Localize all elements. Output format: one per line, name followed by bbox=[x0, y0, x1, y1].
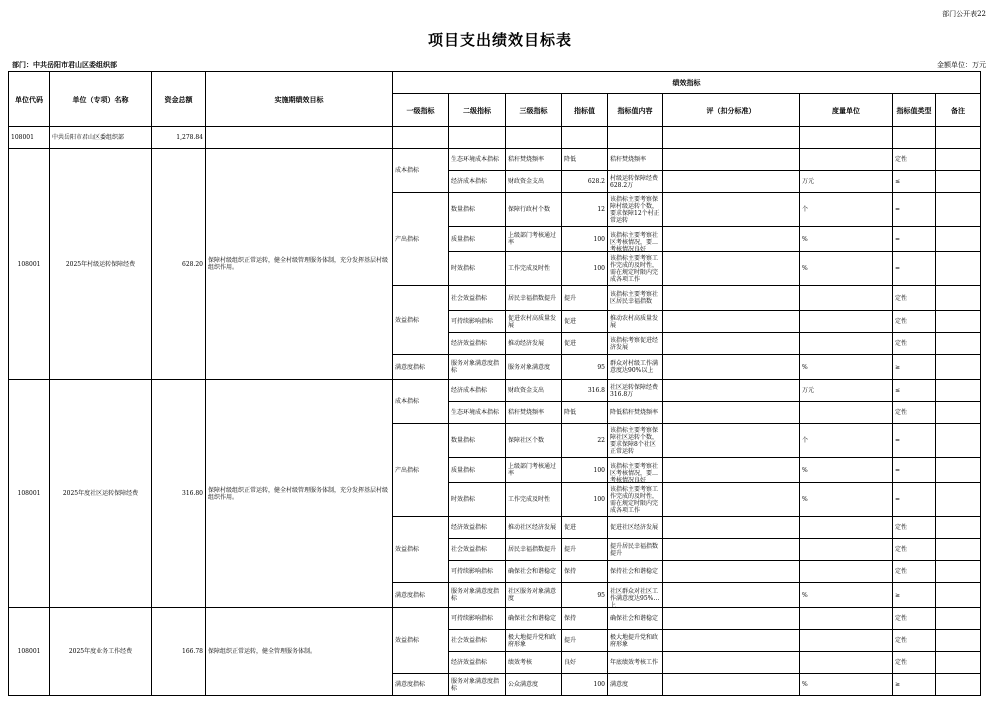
content-text: 该指标考察促进经济发展 bbox=[610, 336, 659, 351]
indicator-content bbox=[608, 333, 663, 355]
level1-indicator: 产出指标 bbox=[393, 424, 449, 517]
level3-text: 促进农村高质量发展 bbox=[508, 314, 557, 329]
level2-text: 社会效益指标 bbox=[451, 637, 488, 644]
indicator-value: 12 bbox=[562, 193, 608, 227]
level3-text: 确保社会和谐稳定 bbox=[508, 615, 557, 622]
indicator-content bbox=[608, 630, 663, 652]
level3-indicator bbox=[506, 630, 562, 652]
level3-text: 财政资金支出 bbox=[508, 387, 545, 394]
header-level2: 二级指标 bbox=[449, 94, 506, 127]
remark bbox=[936, 193, 981, 227]
measure-unit: 个 bbox=[800, 424, 893, 458]
level3-text: 财政资金支出 bbox=[508, 178, 545, 185]
project-name: 2025年村级运转保障经费 bbox=[50, 149, 152, 380]
level3-indicator bbox=[506, 355, 562, 380]
value-type: 定性 bbox=[893, 402, 936, 424]
value-type: 定性 bbox=[893, 608, 936, 630]
remark bbox=[936, 380, 981, 402]
header-indicators: 绩效指标 bbox=[393, 72, 981, 94]
remark bbox=[936, 608, 981, 630]
level3-indicator bbox=[506, 517, 562, 539]
scoring-standard bbox=[663, 227, 800, 252]
remark bbox=[936, 458, 981, 483]
indicator-row bbox=[9, 608, 981, 630]
level3-text: 上级部门考核通过率 bbox=[508, 463, 557, 477]
level2-text: 经济成本指标 bbox=[451, 178, 488, 185]
content-text: 推动农村高质量发展 bbox=[610, 314, 659, 329]
indicator-value: 保持 bbox=[562, 608, 608, 630]
scoring-standard bbox=[663, 583, 800, 608]
level2-text: 生态环境成本指标 bbox=[451, 409, 500, 416]
indicator-row bbox=[9, 149, 981, 171]
content-text: 该指标主要考察保障村级运转个数，要求保障12个村正常运转 bbox=[610, 195, 660, 224]
measure-unit bbox=[800, 561, 893, 583]
project-goal: 保障组织正常运转，健全管理服务体制。 bbox=[206, 608, 393, 696]
level2-indicator bbox=[449, 252, 506, 286]
level3-indicator bbox=[506, 402, 562, 424]
remark bbox=[936, 355, 981, 380]
measure-unit bbox=[800, 402, 893, 424]
measure-unit: % bbox=[800, 227, 893, 252]
value-type: = bbox=[893, 227, 936, 252]
scoring-standard bbox=[663, 355, 800, 380]
level3-text: 保障社区个数 bbox=[508, 437, 545, 444]
level3-text: 居民幸福指数提升 bbox=[508, 294, 557, 302]
level2-indicator bbox=[449, 674, 506, 696]
scoring-standard bbox=[663, 458, 800, 483]
indicator-content bbox=[608, 149, 663, 171]
level2-indicator bbox=[449, 380, 506, 402]
remark bbox=[936, 286, 981, 311]
scoring-standard bbox=[663, 539, 800, 561]
value-type: 定性 bbox=[893, 517, 936, 539]
indicator-value: 22 bbox=[562, 424, 608, 458]
level2-indicator bbox=[449, 630, 506, 652]
level2-indicator bbox=[449, 171, 506, 193]
level2-text: 社会效益指标 bbox=[451, 294, 488, 302]
level2-indicator bbox=[449, 149, 506, 171]
indicator-content bbox=[608, 539, 663, 561]
level2-indicator bbox=[449, 517, 506, 539]
level3-text: 居民幸福指数提升 bbox=[508, 546, 557, 553]
level3-indicator bbox=[506, 583, 562, 608]
level2-indicator bbox=[449, 539, 506, 561]
page-title: 项目支出绩效目标表 bbox=[427, 31, 572, 49]
summary-row bbox=[9, 127, 981, 149]
value-type: 定性 bbox=[893, 539, 936, 561]
remark bbox=[936, 630, 981, 652]
measure-unit bbox=[800, 149, 893, 171]
indicator-content bbox=[608, 227, 663, 252]
scoring-standard bbox=[663, 483, 800, 517]
indicator-value: 降低 bbox=[562, 149, 608, 171]
level3-indicator bbox=[506, 483, 562, 517]
level2-indicator bbox=[449, 402, 506, 424]
level2-indicator bbox=[449, 652, 506, 674]
indicator-value: 95 bbox=[562, 355, 608, 380]
indicator-value: 促进 bbox=[562, 333, 608, 355]
level2-text: 时效指标 bbox=[451, 265, 476, 272]
scoring-standard bbox=[663, 149, 800, 171]
indicator-content bbox=[608, 380, 663, 402]
level3-indicator bbox=[506, 149, 562, 171]
header-level3: 三级指标 bbox=[506, 94, 562, 127]
performance-table bbox=[8, 71, 981, 696]
indicator-value: 100 bbox=[562, 227, 608, 252]
header-remark: 备注 bbox=[936, 94, 981, 127]
level3-indicator bbox=[506, 333, 562, 355]
measure-unit bbox=[800, 517, 893, 539]
level2-indicator bbox=[449, 193, 506, 227]
scoring-standard bbox=[663, 424, 800, 458]
level2-text: 数量指标 bbox=[451, 206, 476, 213]
measure-unit: 万元 bbox=[800, 380, 893, 402]
indicator-value: 促进 bbox=[562, 517, 608, 539]
level3-indicator bbox=[506, 227, 562, 252]
level1-indicator: 效益指标 bbox=[393, 608, 449, 674]
scoring-standard bbox=[663, 252, 800, 286]
level1-indicator: 效益指标 bbox=[393, 286, 449, 355]
level2-text: 生态环境成本指标 bbox=[451, 156, 500, 163]
level3-indicator bbox=[506, 608, 562, 630]
scoring-standard bbox=[663, 311, 800, 333]
content-text: 该指标主要考察社区居民幸福指数 bbox=[610, 291, 659, 305]
level3-text: 推动社区经济发展 bbox=[508, 524, 557, 531]
level3-text: 服务对象满意度 bbox=[508, 363, 551, 371]
level2-indicator bbox=[449, 608, 506, 630]
content-text: 社区群众对社区工作满意度达95%以上 bbox=[610, 588, 660, 609]
project-name: 2025年度社区运转保障经费 bbox=[50, 380, 152, 608]
indicator-value: 100 bbox=[562, 674, 608, 696]
level2-text: 时效指标 bbox=[451, 496, 476, 503]
project-code: 108001 bbox=[9, 149, 50, 380]
level2-text: 服务对象满意度指标 bbox=[451, 677, 500, 692]
level3-indicator bbox=[506, 252, 562, 286]
remark bbox=[936, 149, 981, 171]
level3-indicator bbox=[506, 424, 562, 458]
level3-indicator bbox=[506, 561, 562, 583]
indicator-value: 良好 bbox=[562, 652, 608, 674]
content-text: 降低秸秆焚烧频率 bbox=[610, 409, 659, 416]
value-type: = bbox=[893, 193, 936, 227]
value-type: 定性 bbox=[893, 561, 936, 583]
measure-unit: % bbox=[800, 252, 893, 286]
content-text: 村级运转保障经费628.2万 bbox=[610, 174, 659, 189]
measure-unit bbox=[800, 652, 893, 674]
scoring-standard bbox=[663, 193, 800, 227]
department-label: 部门：中共岳阳市君山区委组织部 bbox=[12, 60, 117, 69]
level2-text: 可持续影响指标 bbox=[451, 615, 494, 622]
value-type: 定性 bbox=[893, 630, 936, 652]
header-measure-unit: 度量单位 bbox=[800, 94, 893, 127]
indicator-content bbox=[608, 355, 663, 380]
header-value-type: 指标值类型 bbox=[893, 94, 936, 127]
level3-text: 保障行政村个数 bbox=[508, 206, 551, 213]
content-text: 保持社会和谐稳定 bbox=[610, 568, 659, 575]
content-text: 群众对村级工作满意度达90%以上 bbox=[610, 360, 659, 374]
scoring-standard bbox=[663, 333, 800, 355]
remark bbox=[936, 517, 981, 539]
level1-indicator: 效益指标 bbox=[393, 517, 449, 583]
measure-unit bbox=[800, 539, 893, 561]
indicator-value: 316.8 bbox=[562, 380, 608, 402]
content-text: 社区运转保障经费316.8万 bbox=[610, 383, 659, 398]
indicator-value: 降低 bbox=[562, 402, 608, 424]
content-text: 极大地提升党和政府形象 bbox=[610, 633, 659, 648]
measure-unit bbox=[800, 311, 893, 333]
level2-text: 服务对象满意度指标 bbox=[451, 588, 500, 602]
level3-indicator bbox=[506, 380, 562, 402]
remark bbox=[936, 171, 981, 193]
level1-indicator: 成本指标 bbox=[393, 149, 449, 193]
scoring-standard bbox=[663, 402, 800, 424]
indicator-value: 保持 bbox=[562, 561, 608, 583]
measure-unit bbox=[800, 286, 893, 311]
indicator-value: 628.2 bbox=[562, 171, 608, 193]
indicator-content bbox=[608, 674, 663, 696]
header-value: 指标值 bbox=[562, 94, 608, 127]
scoring-standard bbox=[663, 380, 800, 402]
value-type: = bbox=[893, 483, 936, 517]
indicator-content bbox=[608, 171, 663, 193]
level3-indicator bbox=[506, 311, 562, 333]
measure-unit bbox=[800, 630, 893, 652]
value-type: ≥ bbox=[893, 355, 936, 380]
indicator-value: 提升 bbox=[562, 539, 608, 561]
indicator-value: 100 bbox=[562, 252, 608, 286]
value-type: = bbox=[893, 458, 936, 483]
level3-indicator bbox=[506, 171, 562, 193]
content-text: 该指标主要考察社区考核情况，要求考核情况良好 bbox=[610, 232, 659, 253]
level2-text: 数量指标 bbox=[451, 437, 476, 444]
content-text: 该指标主要考察工作完成的及时性，需在规定时限内完成各项工作 bbox=[610, 254, 659, 283]
header-amount: 资金总额 bbox=[152, 72, 206, 127]
measure-unit: % bbox=[800, 458, 893, 483]
indicator-value: 提升 bbox=[562, 630, 608, 652]
level1-indicator: 成本指标 bbox=[393, 380, 449, 424]
remark bbox=[936, 227, 981, 252]
amount-unit-label: 金额单位：万元 bbox=[937, 61, 986, 69]
indicator-content bbox=[608, 608, 663, 630]
level3-indicator bbox=[506, 458, 562, 483]
level2-indicator bbox=[449, 483, 506, 517]
remark bbox=[936, 539, 981, 561]
scoring-standard bbox=[663, 517, 800, 539]
measure-unit bbox=[800, 608, 893, 630]
header-scoring: 评（扣分标准） bbox=[663, 94, 800, 127]
indicator-content bbox=[608, 252, 663, 286]
header-level1: 一级指标 bbox=[393, 94, 449, 127]
level2-indicator bbox=[449, 561, 506, 583]
project-goal: 保障村级组织正常运转，健全村级管理服务体制，充分发挥基层村级组织作用。 bbox=[206, 149, 393, 380]
project-code: 108001 bbox=[9, 608, 50, 696]
indicator-content bbox=[608, 652, 663, 674]
level3-indicator bbox=[506, 652, 562, 674]
indicator-content bbox=[608, 517, 663, 539]
indicator-content bbox=[608, 424, 663, 458]
indicator-content bbox=[608, 286, 663, 311]
level3-text: 秸秆焚烧频率 bbox=[508, 409, 545, 416]
value-type: = bbox=[893, 252, 936, 286]
remark bbox=[936, 333, 981, 355]
scoring-standard bbox=[663, 171, 800, 193]
level2-indicator bbox=[449, 355, 506, 380]
level2-text: 经济成本指标 bbox=[451, 387, 488, 394]
header-goal: 实施期绩效目标 bbox=[206, 72, 393, 127]
remark bbox=[936, 402, 981, 424]
content-text: 该指标主要考察保障社区运转个数，要求保障8个社区正常运转 bbox=[610, 426, 659, 455]
measure-unit: % bbox=[800, 483, 893, 517]
indicator-value: 100 bbox=[562, 458, 608, 483]
level3-indicator bbox=[506, 539, 562, 561]
scoring-standard bbox=[663, 608, 800, 630]
level2-indicator bbox=[449, 458, 506, 483]
header-unit-name: 单位（专项）名称 bbox=[50, 72, 152, 127]
remark bbox=[936, 424, 981, 458]
level3-text: 工作完成及时性 bbox=[508, 496, 551, 503]
content-text: 促进社区经济发展 bbox=[610, 524, 659, 531]
value-type: 定性 bbox=[893, 652, 936, 674]
indicator-row bbox=[9, 380, 981, 402]
value-type: 定性 bbox=[893, 333, 936, 355]
remark bbox=[936, 652, 981, 674]
project-goal: 保障村级组织正常运转，健全村级管理服务体制，充分发挥基层村级组织作用。 bbox=[206, 380, 393, 608]
indicator-content bbox=[608, 311, 663, 333]
project-amount: 316.80 bbox=[152, 380, 206, 608]
value-type: 定性 bbox=[893, 149, 936, 171]
project-amount: 628.20 bbox=[152, 149, 206, 380]
level2-text: 经济效益指标 bbox=[451, 524, 488, 531]
level1-indicator: 满意度指标 bbox=[393, 674, 449, 696]
value-type: ≥ bbox=[893, 674, 936, 696]
project-name: 2025年度业务工作经费 bbox=[50, 608, 152, 696]
level2-indicator bbox=[449, 311, 506, 333]
indicator-value: 提升 bbox=[562, 286, 608, 311]
level2-indicator bbox=[449, 333, 506, 355]
level3-text: 确保社会和谐稳定 bbox=[508, 568, 557, 575]
value-type: 定性 bbox=[893, 286, 936, 311]
measure-unit: % bbox=[800, 355, 893, 380]
header-unit-code: 单位代码 bbox=[9, 72, 50, 127]
measure-unit: 万元 bbox=[800, 171, 893, 193]
measure-unit: % bbox=[800, 583, 893, 608]
level1-indicator: 产出指标 bbox=[393, 193, 449, 286]
level3-text: 公众满意度 bbox=[508, 681, 539, 688]
level3-text: 秸秆焚烧频率 bbox=[508, 156, 545, 163]
remark bbox=[936, 483, 981, 517]
value-type: ≥ bbox=[893, 583, 936, 608]
measure-unit bbox=[800, 333, 893, 355]
indicator-value: 促进 bbox=[562, 311, 608, 333]
level2-text: 社会效益指标 bbox=[451, 546, 488, 553]
remark bbox=[936, 252, 981, 286]
summary-code: 108001 bbox=[9, 127, 50, 149]
indicator-value: 100 bbox=[562, 483, 608, 517]
measure-unit: 个 bbox=[800, 193, 893, 227]
remark bbox=[936, 311, 981, 333]
content-text: 确保社会和谐稳定 bbox=[610, 615, 659, 622]
indicator-content bbox=[608, 402, 663, 424]
level2-text: 经济效益指标 bbox=[451, 659, 488, 666]
indicator-content bbox=[608, 193, 663, 227]
scoring-standard bbox=[663, 286, 800, 311]
content-text: 满意度 bbox=[610, 681, 629, 688]
level3-indicator bbox=[506, 286, 562, 311]
level3-indicator bbox=[506, 193, 562, 227]
scoring-standard bbox=[663, 652, 800, 674]
header-content: 指标值内容 bbox=[608, 94, 663, 127]
content-text: 年底绩效考核工作 bbox=[610, 659, 659, 666]
value-type: 定性 bbox=[893, 311, 936, 333]
value-type: ≤ bbox=[893, 171, 936, 193]
level2-text: 经济效益指标 bbox=[451, 340, 488, 347]
remark bbox=[936, 561, 981, 583]
summary-name: 中共岳阳市君山区委组织部 bbox=[50, 127, 152, 149]
level3-text: 推动经济发展 bbox=[508, 340, 545, 347]
level3-text: 工作完成及时性 bbox=[508, 265, 551, 272]
summary-amount: 1,278.84 bbox=[152, 127, 206, 149]
level3-text: 极大地提升党和政府形象 bbox=[508, 633, 557, 648]
level2-indicator bbox=[449, 286, 506, 311]
level2-text: 质量指标 bbox=[451, 466, 476, 474]
form-number-label: 部门公开表22 bbox=[942, 10, 986, 18]
level2-indicator bbox=[449, 227, 506, 252]
level3-text: 绩效考核 bbox=[508, 659, 533, 666]
remark bbox=[936, 674, 981, 696]
level3-text: 社区服务对象满意度 bbox=[508, 588, 557, 602]
level2-text: 可持续影响指标 bbox=[451, 318, 494, 325]
content-text: 该指标主要考察工作完成的及时性，需在规定时限内完成各项工作 bbox=[610, 485, 659, 514]
scoring-standard bbox=[663, 630, 800, 652]
measure-unit: % bbox=[800, 674, 893, 696]
value-type: ≤ bbox=[893, 380, 936, 402]
remark bbox=[936, 583, 981, 608]
scoring-standard bbox=[663, 674, 800, 696]
content-text: 提升居民幸福指数提升 bbox=[610, 542, 659, 557]
value-type: = bbox=[893, 424, 936, 458]
indicator-value: 95 bbox=[562, 583, 608, 608]
level2-indicator bbox=[449, 424, 506, 458]
level2-indicator bbox=[449, 583, 506, 608]
level2-text: 可持续影响指标 bbox=[451, 568, 494, 575]
content-text: 秸秆焚烧频率 bbox=[610, 156, 647, 163]
level2-text: 服务对象满意度指标 bbox=[451, 360, 500, 374]
level3-indicator bbox=[506, 674, 562, 696]
indicator-content bbox=[608, 561, 663, 583]
level3-text: 上级部门考核通过率 bbox=[508, 232, 557, 246]
indicator-content bbox=[608, 458, 663, 483]
indicator-content bbox=[608, 483, 663, 517]
project-code: 108001 bbox=[9, 380, 50, 608]
project-amount: 166.78 bbox=[152, 608, 206, 696]
level1-indicator: 满意度指标 bbox=[393, 355, 449, 380]
level1-indicator: 满意度指标 bbox=[393, 583, 449, 608]
indicator-content bbox=[608, 583, 663, 608]
content-text: 该指标主要考察社区考核情况，要求考核情况良好 bbox=[610, 463, 659, 484]
level2-text: 质量指标 bbox=[451, 235, 476, 243]
scoring-standard bbox=[663, 561, 800, 583]
